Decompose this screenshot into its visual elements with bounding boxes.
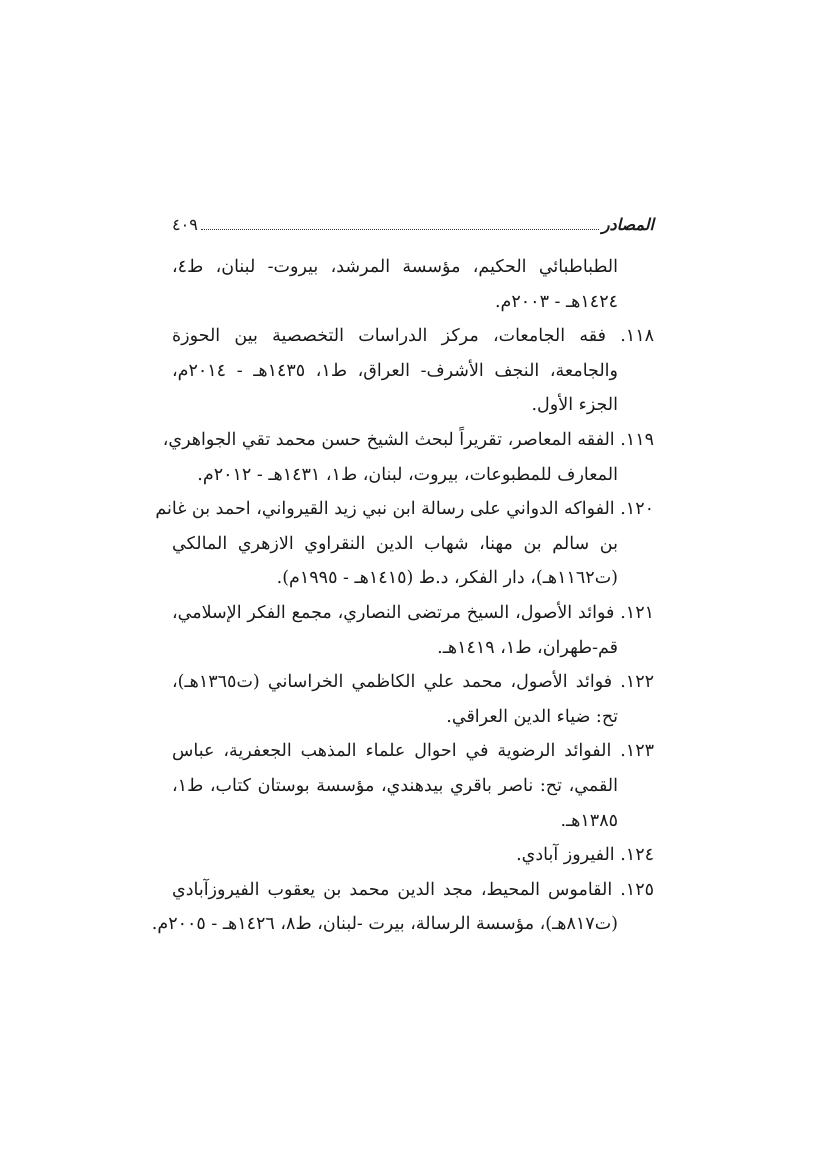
bibliography-line: ١٢٣. الفوائد الرضوية في احوال علماء المذهب الجعفرية، عباس [172, 741, 654, 762]
page-number: ٤٠٩ [172, 215, 198, 234]
header-title: المصادر [601, 215, 654, 234]
book-page [151, 212, 654, 942]
bibliography-line: ١٢١. فوائد الأصول، السيخ مرتضى النصاري، مجمع الفكر الإسلامي، [172, 602, 654, 623]
bibliography-line: الطباطبائي الحكيم، مؤسسة المرشد، بيروت- لبنان، ط٤، [172, 257, 618, 277]
bibliography-list [151, 250, 654, 942]
bibliography-line: ١٢٢. فوائد الأصول، محمد علي الكاظمي الخراساني (ت١٣٦٥هـ)، [172, 672, 654, 693]
bibliography-line: ١١٨. فقه الجامعات، مركز الدراسات التخصصية بين الحوزة [172, 326, 654, 347]
bibliography-line: قم-طهران، ط١، ١٤١٩هـ. [437, 637, 618, 658]
bibliography-line: ١٢٠. الفواكه الدواني على رسالة ابن نبي زيد القيرواني، احمد بن غانم [155, 499, 654, 520]
bibliography-line: ١٢٤. الفيروز آبادي. [516, 845, 654, 866]
bibliography-line: (ت١١٦٢هـ)، دار الفكر، د.ط (١٤١٥هـ - ١٩٩٥م). [276, 568, 618, 589]
bibliography-line: ١٢٥. القاموس المحيط، مجد الدين محمد بن يعقوب الفيروزآبادي [172, 879, 654, 900]
bibliography-line: بن سالم بن مهنا، شهاب الدين النقراوي الازهري المالكي [172, 533, 618, 554]
bibliography-line: المعارف للمطبوعات، بيروت، لبنان، ط١، ١٤٣١هـ - ٢٠١٢م. [197, 464, 618, 485]
running-header [172, 212, 654, 238]
bibliography-line: ١٤٢٤هـ - ٢٠٠٣م. [494, 291, 618, 312]
bibliography-line: (ت٨١٧هـ)، مؤسسة الرسالة، بيرت -لبنان، ط٨، ١٤٢٦هـ - ٢٠٠٥م. [151, 914, 618, 935]
header-dot-leader [201, 228, 599, 230]
bibliography-line: والجامعة، النجف الأشرف- العراق، ط١، ١٤٣٥هـ - ٢٠١٤م، [172, 360, 618, 381]
bibliography-line: تح: ضياء الدين العراقي. [446, 706, 618, 727]
bibliography-line: ١١٩. الفقه المعاصر، تقريراً لبحث الشيخ حسن محمد تقي الجواهري، [162, 429, 654, 450]
bibliography-line: الجزء الأول. [531, 395, 618, 416]
bibliography-line: ١٣٨٥هـ. [560, 810, 618, 831]
bibliography-line: القمي، تح: ناصر باقري بيدهندي، مؤسسة بوستان كتاب، ط١، [172, 775, 618, 796]
